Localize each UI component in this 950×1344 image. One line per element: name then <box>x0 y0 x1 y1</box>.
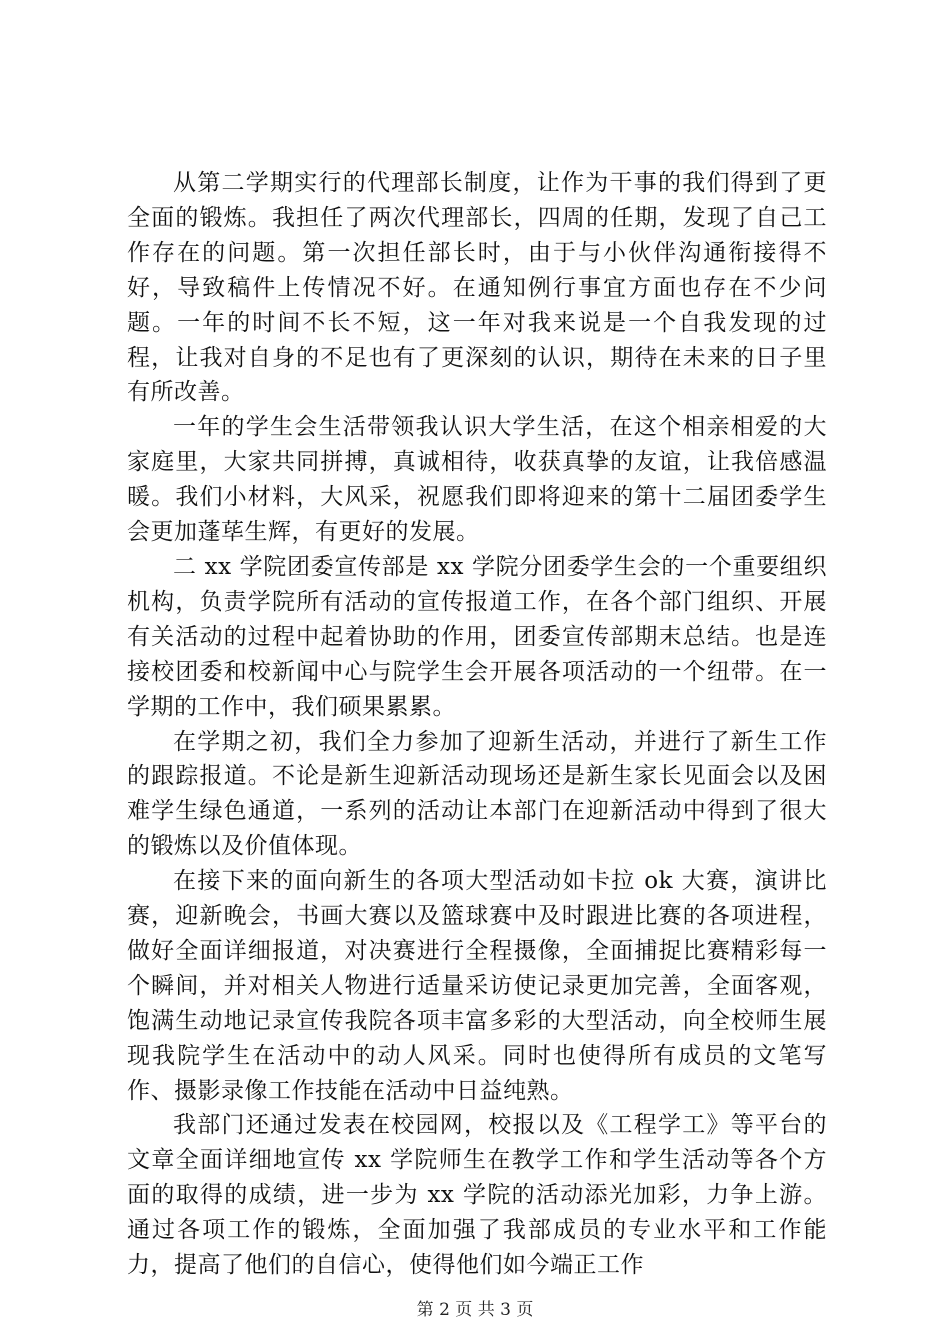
paragraph: 一年的学生会生活带领我认识大学生活，在这个相亲相爱的大家庭里，大家共同拼搏，真诚相待，收获真挚的友谊，让我倍感温暖。我们小材料，大风采，祝愿我们即将迎来的第十二届团委学生会更加蓬荜生辉，有更好的发展。 <box>127 414 827 546</box>
paragraph: 在学期之初，我们全力参加了迎新生活动，并进行了新生工作的跟踪报道。不论是新生迎新活动现场还是新生家长见面会以及困难学生绿色通道，一系列的活动让本部门在迎新活动中得到了很大的锻炼以及价值体现。 <box>127 728 827 860</box>
paragraph: 二 xx 学院团委宣传部是 xx 学院分团委学生会的一个重要组织机构，负责学院所有活动的宣传报道工作，在各个部门组织、开展有关活动的过程中起着协助的作用，团委宣传部期末总结。也是连接校团委和校新闻中心与院学生会开展各项活动的一个纽带。在一学期的工作中，我们硕果累累。 <box>127 553 827 720</box>
paragraph: 在接下来的面向新生的各项大型活动如卡拉 ok 大赛，演讲比赛，迎新晚会，书画大赛以及篮球赛中及时跟进比赛的各项进程，做好全面详细报道，对决赛进行全程摄像，全面捕捉比赛精彩每一个瞬间，并对相关人物进行适量采访使记录更加完善，全面客观，饱满生动地记录宣传我院各项丰富多彩的大型活动，向全校师生展现我院学生在活动中的动人风采。同时也使得所有成员的文笔写作、摄影录像工作技能在活动中日益纯熟。 <box>127 868 827 1104</box>
page-footer: 第 2 页 共 3 页 <box>416 1300 534 1320</box>
paragraph: 我部门还通过发表在校园网，校报以及《工程学工》等平台的文章全面详细地宣传 xx 学院师生在教学工作和学生活动等各个方面的取得的成绩，进一步为 xx 学院的活动添光加彩，力争上游。通过各项工作的锻炼，全面加强了我部成员的专业水平和工作能力，提高了他们的自信心，使得他们如今端正工作 <box>127 1112 827 1279</box>
document-body <box>127 166 827 1283</box>
paragraph: 从第二学期实行的代理部长制度，让作为干事的我们得到了更全面的锻炼。我担任了两次代理部长，四周的任期，发现了自己工作存在的问题。第一次担任部长时，由于与小伙伴沟通衔接得不好，导致稿件上传情况不好。在通知例行事宜方面也存在不少问题。一年的时间不长不短，这一年对我来说是一个自我发现的过程，让我对自身的不足也有了更深刻的认识，期待在未来的日子里有所改善。 <box>127 170 827 406</box>
